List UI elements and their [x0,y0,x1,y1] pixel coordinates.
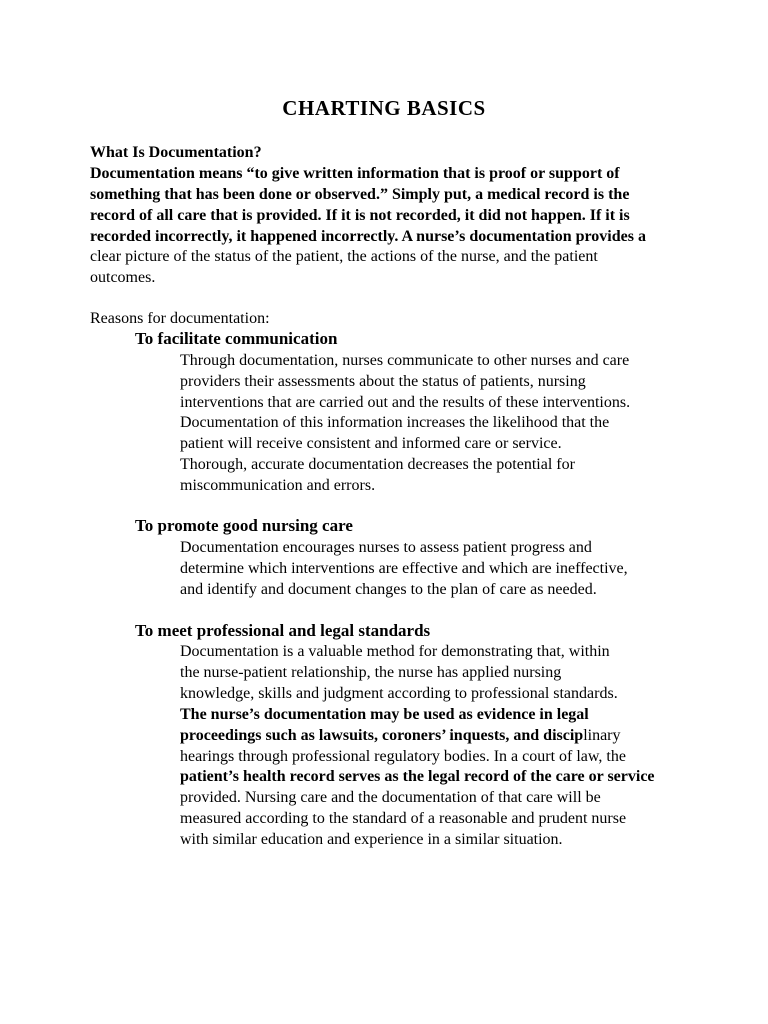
reasons-label: Reasons for documentation: [90,310,270,327]
section-heading-nursing-care: To promote good nursing care [135,516,353,535]
paragraph-line: Documentation encourages nurses to assess patient progress and [180,539,592,556]
paragraph-line: with similar education and experience in a similar situation. [180,831,563,848]
section-heading-communication: To facilitate communication [135,329,338,348]
section-heading-standards: To meet professional and legal standards [135,621,431,640]
intro-line: outcomes. [90,269,156,286]
paragraph-line: interventions that are carried out and the results of these interventions. [180,394,631,411]
paragraph-line: The nurse’s documentation may be used as evidence in legal [180,706,589,723]
paragraph-line: miscommunication and errors. [180,477,376,494]
page-title: CHARTING BASICS [282,96,486,120]
paragraph-line: determine which interventions are effective and which are ineffective, [180,560,628,577]
paragraph-line: patient’s health record serves as the legal record of the care or service [180,768,655,785]
paragraph-line: Documentation is a valuable method for demonstrating that, within [180,643,610,660]
paragraph-line: Documentation of this information increases the likelihood that the [180,414,610,431]
plain-text-run: linary [583,727,621,744]
bold-text-run: proceedings such as lawsuits, coroners’ inquests, and discip [180,727,584,744]
paragraph-line: Through documentation, nurses communicate to other nurses and care [180,352,630,369]
intro-line: Documentation means “to give written information that is proof or support of [90,165,620,182]
paragraph-line: providers their assessments about the status of patients, nursing [180,373,586,390]
paragraph-line: patient will receive consistent and informed care or service. [180,435,562,452]
paragraph-line: provided. Nursing care and the documentation of that care will be [180,789,601,806]
paragraph-line: measured according to the standard of a reasonable and prudent nurse [180,810,627,827]
intro-line: recorded incorrectly, it happened incorrectly. A nurse’s documentation provides a [90,228,646,245]
paragraph-line: knowledge, skills and judgment according to professional standards. [180,685,618,702]
intro-line: something that has been done or observed.” Simply put, a medical record is the [90,186,630,203]
intro-line: record of all care that is provided. If it is not recorded, it did not happen. If it is [90,207,630,224]
paragraph-line: the nurse-patient relationship, the nurse has applied nursing [180,664,562,681]
paragraph-line: and identify and document changes to the plan of care as needed. [180,581,597,598]
paragraph-line: Thorough, accurate documentation decreases the potential for [180,456,575,473]
intro-heading: What Is Documentation? [90,144,262,161]
paragraph-line: hearings through professional regulatory bodies. In a court of law, the [180,748,626,765]
paragraph-line [180,726,621,747]
intro-line: clear picture of the status of the patient, the actions of the nurse, and the patient [90,248,598,265]
